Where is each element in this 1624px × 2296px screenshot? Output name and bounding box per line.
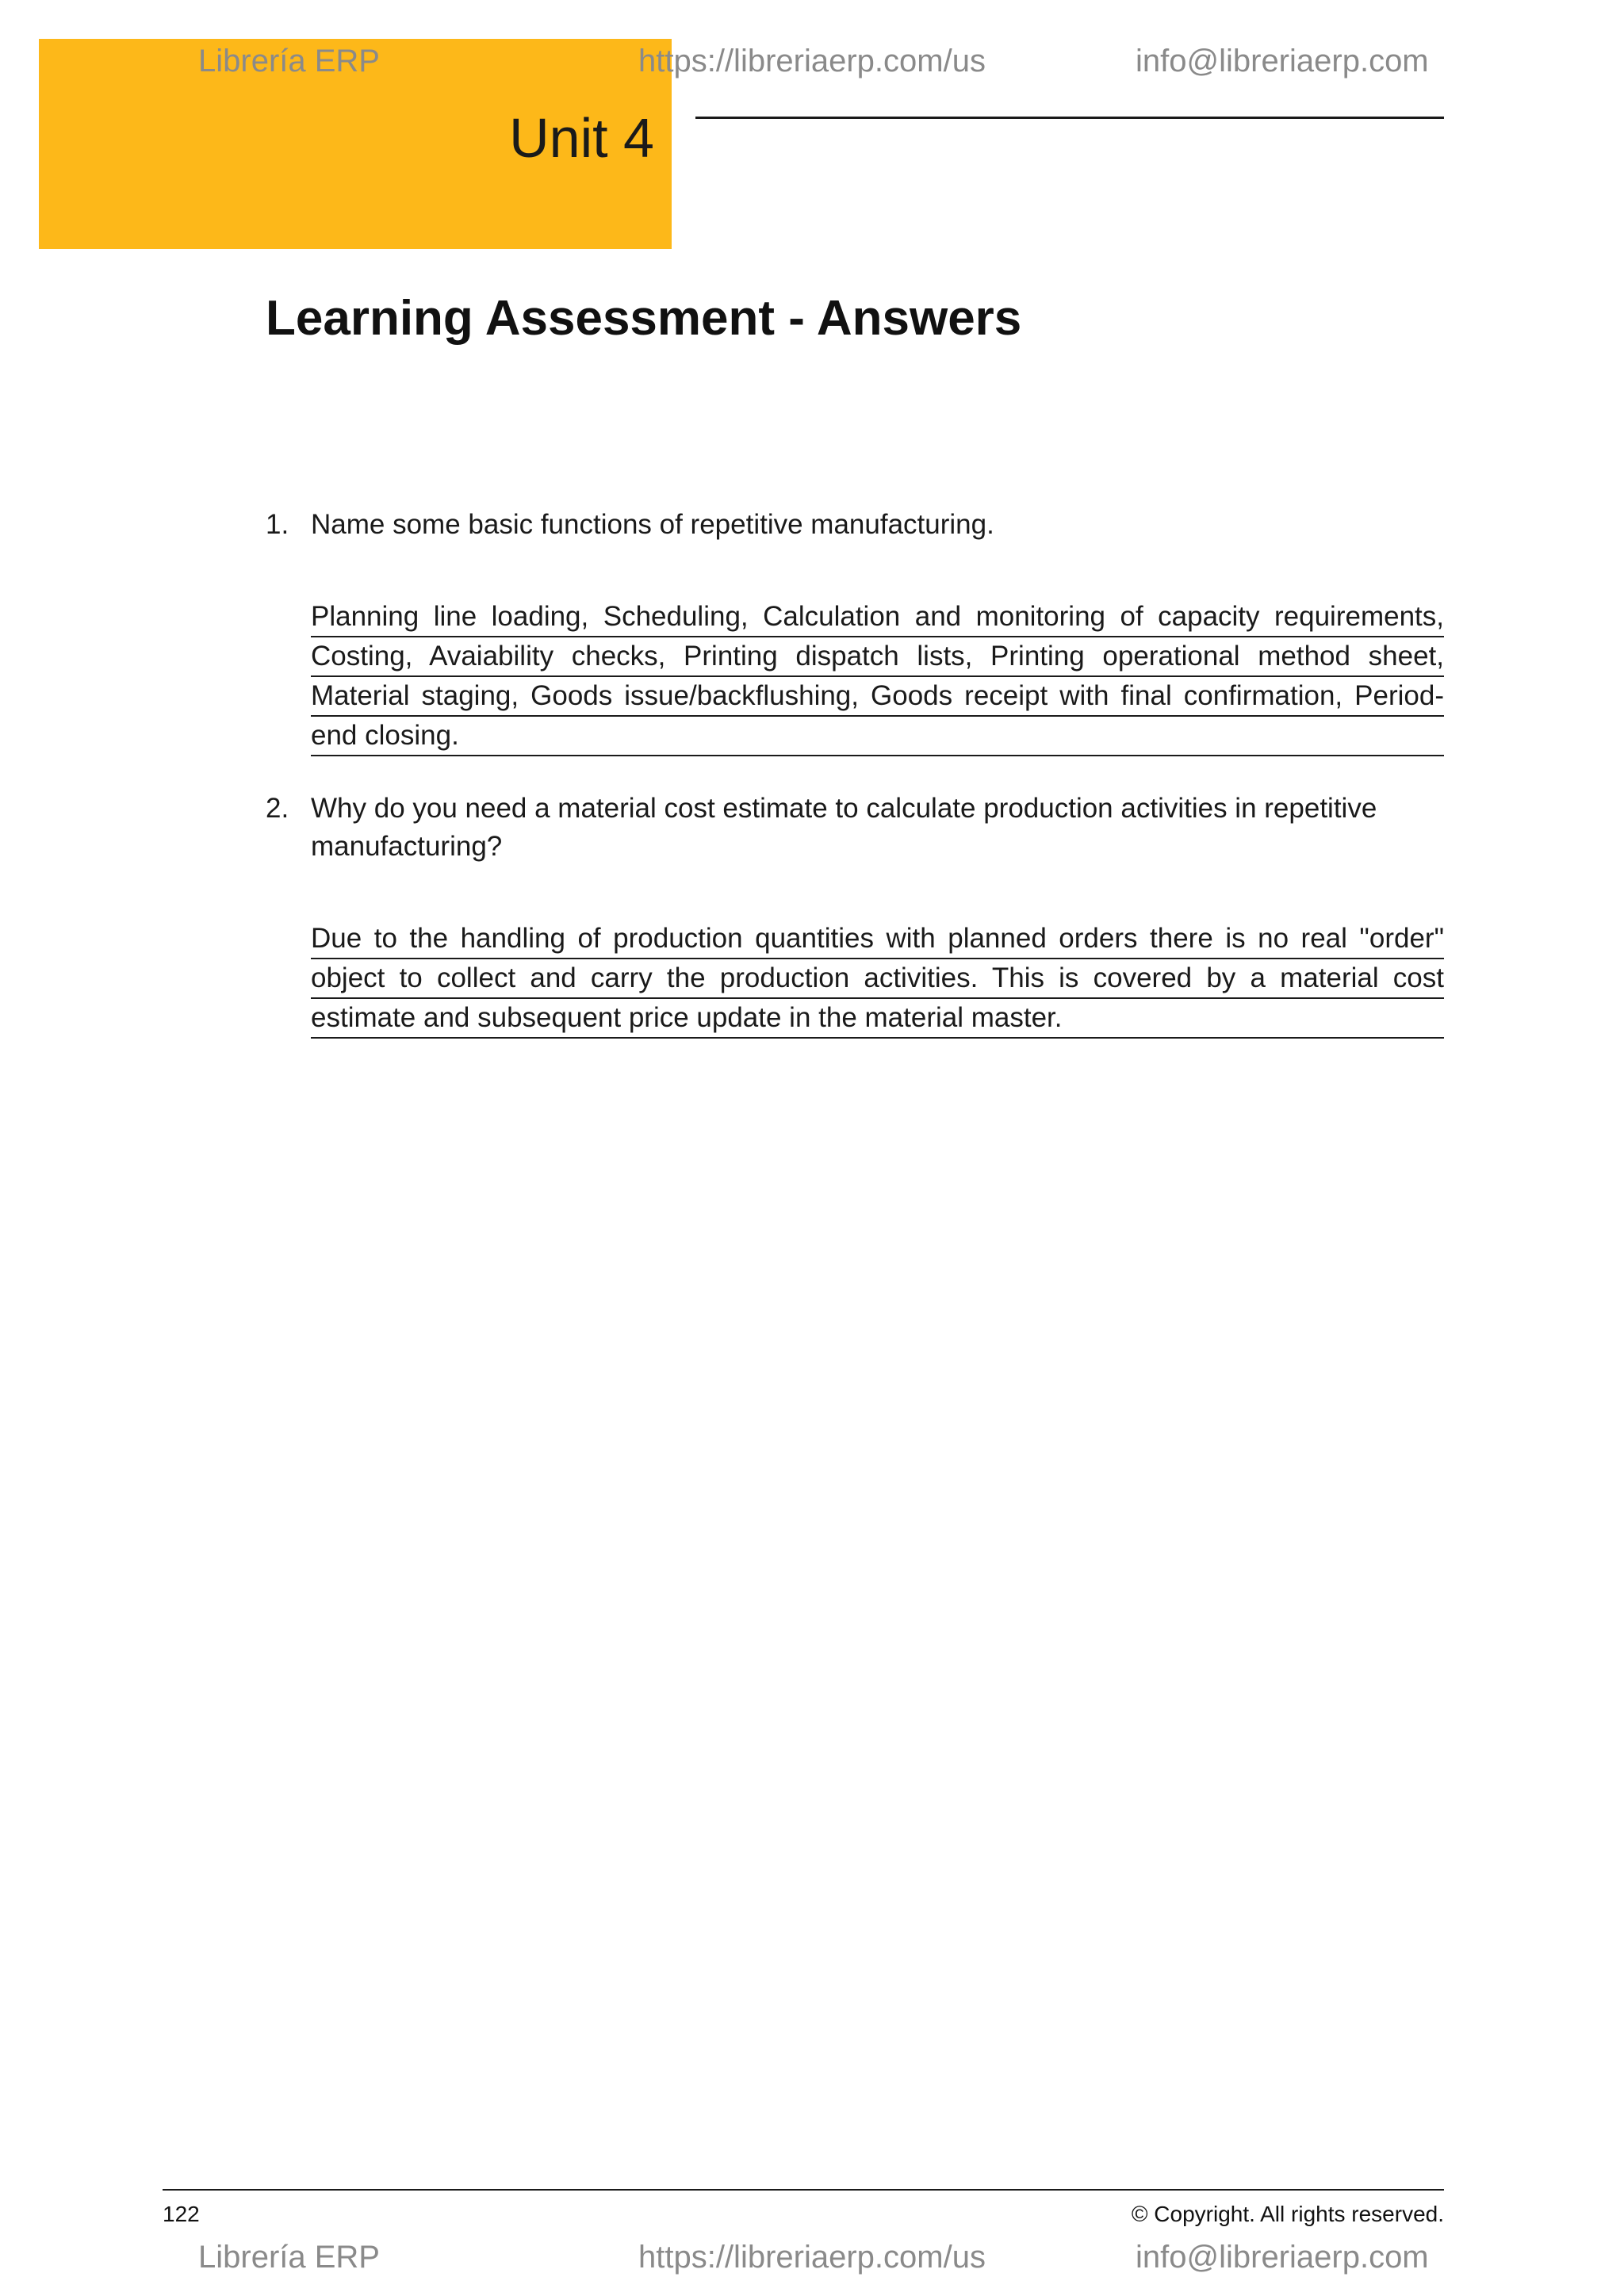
answer-line: Due to the handling of production quantities with planned orders there is no real "order" <box>311 920 1444 959</box>
watermark-email-top: info@libreriaerp.com <box>1136 44 1429 78</box>
answer-line: Planning line loading, Scheduling, Calculation and monitoring of capacity requirements, <box>311 598 1444 637</box>
answer-2 <box>311 920 1444 1039</box>
watermark-name-bottom: Librería ERP <box>198 2240 380 2275</box>
question-text-line: Why do you need a material cost estimate to calculate production activities in repetitive <box>311 793 1377 824</box>
answer-line: object to collect and carry the production activities. This is covered by a material cost <box>311 959 1444 999</box>
copyright-notice: © Copyright. All rights reserved. <box>1131 2202 1444 2226</box>
answer-line: Material staging, Goods issue/backflushing, Goods receipt with final confirmation, Period- <box>311 677 1444 717</box>
question-text-line: manufacturing? <box>311 831 503 862</box>
answer-line: end closing. <box>311 717 1444 756</box>
watermark-url-bottom: https://libreriaerp.com/us <box>638 2240 986 2275</box>
page-title: Learning Assessment - Answers <box>266 291 1022 346</box>
footer-rule <box>163 2189 1444 2191</box>
header-rule <box>695 117 1444 119</box>
question-1 <box>266 506 1444 544</box>
watermark-name-top: Librería ERP <box>198 44 380 78</box>
question-block-1 <box>266 506 1444 756</box>
question-text: Name some basic functions of repetitive manufacturing. <box>311 509 994 540</box>
question-number: 1. <box>266 509 289 540</box>
question-number: 2. <box>266 793 289 824</box>
question-2 <box>266 790 1444 866</box>
question-block-2 <box>266 790 1444 1039</box>
unit-label: Unit 4 <box>509 107 654 169</box>
answer-line: estimate and subsequent price update in the material master. <box>311 999 1444 1039</box>
answer-1 <box>311 598 1444 756</box>
watermark-url-top: https://libreriaerp.com/us <box>638 44 986 78</box>
answer-line: Costing, Avaiability checks, Printing dispatch lists, Printing operational method sheet, <box>311 637 1444 677</box>
watermark-email-bottom: info@libreriaerp.com <box>1136 2240 1429 2275</box>
page-number: 122 <box>163 2202 200 2226</box>
